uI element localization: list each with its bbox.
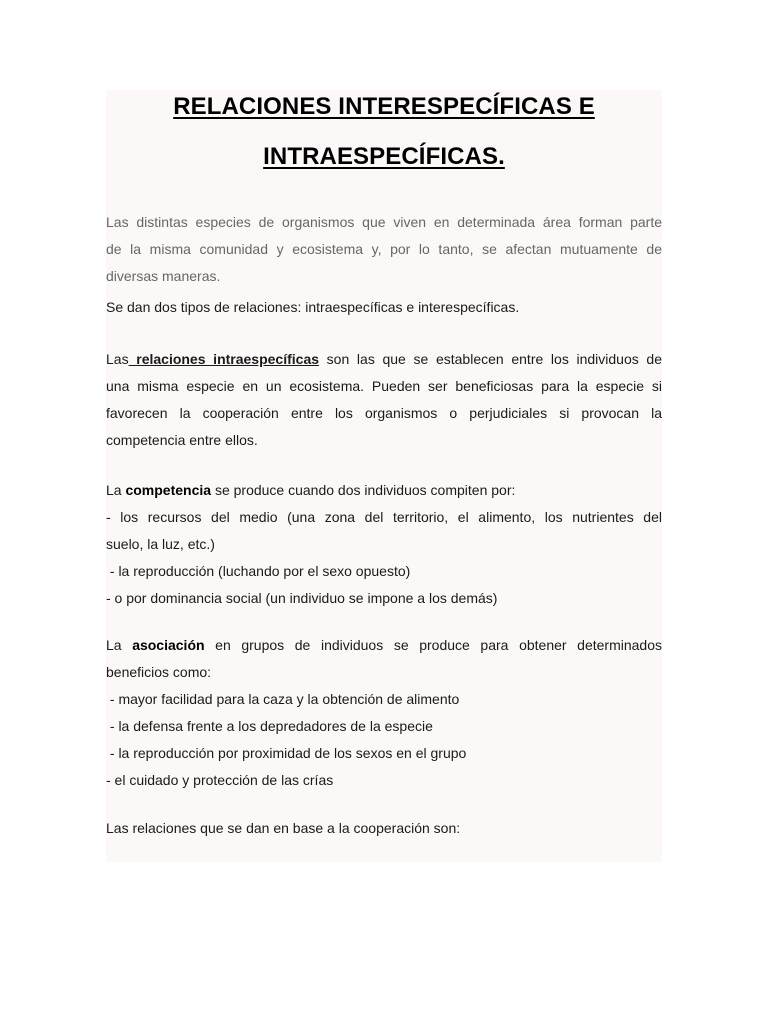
competencia-paragraph: [106, 477, 662, 612]
cooperacion-paragraph: [106, 815, 662, 842]
asociacion-line-1: [106, 632, 662, 659]
competencia-item-1b: suelo, la luz, etc.): [106, 536, 215, 552]
asociacion-item-4: - el cuidado y protección de las crías: [106, 772, 334, 788]
cooperacion-line: Las relaciones que se dan en base a la cooperación son:: [106, 820, 461, 836]
competencia-item-3: - o por dominancia social (un individuo se impone a los demás): [106, 590, 498, 606]
asociacion-rest: en grupos de individuos se produce para obtener determinados: [204, 637, 662, 653]
types-line: Se dan dos tipos de relaciones: intraespecíficas e interespecíficas.: [106, 299, 520, 315]
intro-line-2: de la misma comunidad y ecosistema y, por lo tanto, se afectan mutuamente de: [106, 241, 662, 257]
competencia-item-1a: - los recursos del medio (una zona del territorio, el alimento, los nutrientes del: [106, 509, 662, 525]
asociacion-item-1: - mayor facilidad para la caza y la obtención de alimento: [106, 691, 460, 707]
competencia-term: competencia: [125, 482, 212, 498]
intra-line-2: una misma especie en un ecosistema. Pueden ser beneficiosas para la especie si: [106, 378, 662, 394]
asociacion-item-3: - la reproducción por proximidad de los sexos en el grupo: [106, 745, 467, 761]
intro-line-3: diversas maneras.: [106, 268, 221, 284]
competencia-item-2: - la reproducción (luchando por el sexo opuesto): [106, 563, 411, 579]
types-paragraph: [106, 294, 662, 321]
competencia-lead: La: [106, 482, 126, 498]
competencia-line-1: [106, 477, 662, 504]
intra-paragraph: [106, 346, 662, 454]
asociacion-term: asociación: [132, 637, 205, 653]
intra-line-1: [106, 346, 662, 373]
intra-lead: Las: [106, 351, 129, 367]
intra-term: relaciones intraespecíficas: [128, 351, 320, 367]
asociacion-lead: La: [106, 637, 133, 653]
competencia-rest: se produce cuando dos individuos compiten por:: [211, 482, 516, 498]
document-title-line-1: RELACIONES INTERESPECÍFICAS E: [173, 93, 595, 120]
asociacion-paragraph: [106, 632, 662, 794]
intra-line-4: competencia entre ellos.: [106, 432, 258, 448]
document-title-line-2: INTRAESPECÍFICAS.: [263, 143, 505, 170]
intro-line-1: Las distintas especies de organismos que viven en determinada área forman parte: [106, 214, 662, 230]
asociacion-item-2: - la defensa frente a los depredadores de la especie: [106, 718, 433, 734]
intra-rest: son las que se establecen entre los individuos de: [319, 351, 662, 367]
asociacion-line-2: beneficios como:: [106, 664, 212, 680]
intra-line-3: favorecen la cooperación entre los organismos o perjudiciales si provocan la: [106, 405, 662, 421]
intro-paragraph: [106, 209, 662, 290]
